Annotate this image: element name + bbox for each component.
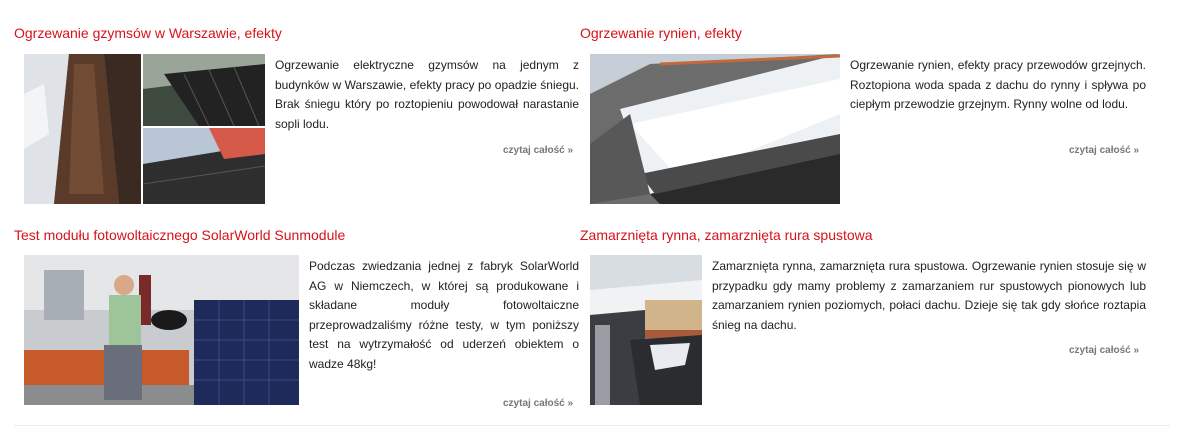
bottom-divider	[14, 425, 1170, 426]
read-more-link[interactable]: czytaj całość »	[1069, 145, 1140, 156]
frozen-gutter-photo[interactable]	[590, 255, 702, 405]
article-excerpt: Ogrzewanie elektryczne gzymsów na jednym z budynków w Warszawie, efekty pracy po opadzie śniegu. Brak śniegu który po roztopieniu powodował narastanie sopli lodu.	[275, 58, 579, 131]
read-more-link[interactable]: czytaj całość »	[503, 145, 574, 156]
read-more-link[interactable]: czytaj całość »	[1069, 345, 1140, 356]
article-excerpt: Ogrzewanie rynien, efekty pracy przewodów grzejnych. Roztopiona woda spada z dachu do rynny i spływa po ciepłym przewodzie grzejnym. Rynny wolne od lodu.	[850, 58, 1146, 111]
solar-module-test-photo[interactable]	[24, 255, 299, 405]
article-title[interactable]: Ogrzewanie gzymsów w Warszawie, efekty	[14, 25, 282, 41]
cornice-heating-photo[interactable]	[24, 54, 265, 204]
read-more-link[interactable]: czytaj całość »	[503, 398, 574, 409]
article-title[interactable]: Test modułu fotowoltaicznego SolarWorld Sunmodule	[14, 227, 346, 243]
gutter-heating-photo[interactable]	[590, 54, 840, 204]
article-excerpt: Podczas zwiedzania jednej z fabryk SolarWorld AG w Niemczech, w której są produkowane i składane moduły fotowoltaiczne przeprowadzaliśmy różne testy, w tym poniższy test na wytrzymałość od uderzeń obiektem o wadze 48kg!	[309, 259, 579, 371]
article-excerpt: Zamarznięta rynna, zamarznięta rura spustowa. Ogrzewanie rynien stosuje się w przypadku gdy mamy problemy z zamarzaniem rur spustowych pionowych lub zamarzaniem rynien poziomych, połaci dachu. Dzieje się tak gdy słońce roztapia śnieg na dachu.	[712, 259, 1146, 332]
article-title[interactable]: Zamarznięta rynna, zamarznięta rura spustowa	[580, 227, 873, 243]
article-title[interactable]: Ogrzewanie rynien, efekty	[580, 25, 742, 41]
